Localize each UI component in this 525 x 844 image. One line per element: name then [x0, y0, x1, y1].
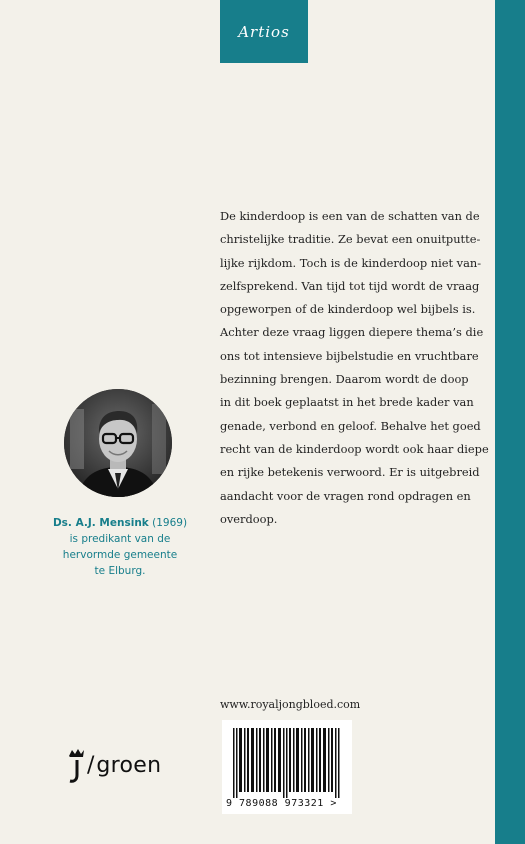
blurb-line: recht van de kinderdoop wordt ook haar diepe	[220, 441, 489, 456]
blurb-line: lijke rijkdom. Toch is de kinderdoop niet van-	[220, 255, 482, 270]
author-name: Ds. A.J. Mensink	[52, 517, 149, 529]
blurb-line: De kinderdoop is een van de schatten van de	[220, 209, 480, 223]
author-caption	[40, 515, 200, 579]
blurb-line: overdoop.	[220, 511, 278, 526]
publisher-slash: /	[87, 752, 95, 778]
blurb-line: bezinning brengen. Daarom wordt de doop	[220, 372, 469, 387]
blurb-line: opgeworpen of de kinderdoop wel bijbels is.	[220, 302, 476, 317]
barcode-bars	[222, 720, 352, 798]
publisher-logo	[66, 745, 161, 785]
blurb-line: ons tot intensieve bijbelstudie en vruchtbare	[220, 348, 479, 363]
author-birth-year: (1969)	[152, 517, 188, 529]
publisher-name: groen	[96, 752, 162, 778]
blurb-line: in dit boek geplaatst in het brede kader van	[220, 395, 474, 410]
isbn-barcode	[222, 720, 352, 814]
series-logo-box	[220, 0, 308, 63]
blurb-line: aandacht voor de vragen rond opdragen en	[220, 488, 471, 503]
isbn-digits: 9 789088 973321 >	[226, 798, 337, 809]
blurb-line: Achter deze vraag liggen diepere thema’s die	[220, 325, 484, 340]
series-logo: Artios	[238, 22, 290, 41]
author-bio-line: hervormde gemeente	[62, 549, 178, 561]
author-portrait-image	[64, 389, 172, 497]
author-bio-line: is predikant van de	[69, 533, 171, 545]
crown-j-icon	[66, 747, 86, 783]
blurb-line: en rijke betekenis verwoord. Er is uitgebreid	[220, 465, 480, 480]
publisher-website: www.royaljongbloed.com	[220, 698, 361, 711]
author-bio-line: te Elburg.	[94, 565, 146, 577]
author-portrait	[64, 389, 172, 497]
blurb-line: genade, verbond en geloof. Behalve het goed	[220, 418, 481, 433]
blurb-line: zelfsprekend. Van tijd tot tijd wordt de vraag	[220, 278, 480, 293]
blurb-line: christelijke traditie. Ze bevat een onuitputte-	[220, 232, 481, 247]
blurb-text	[220, 205, 489, 531]
spine-band	[495, 0, 525, 844]
